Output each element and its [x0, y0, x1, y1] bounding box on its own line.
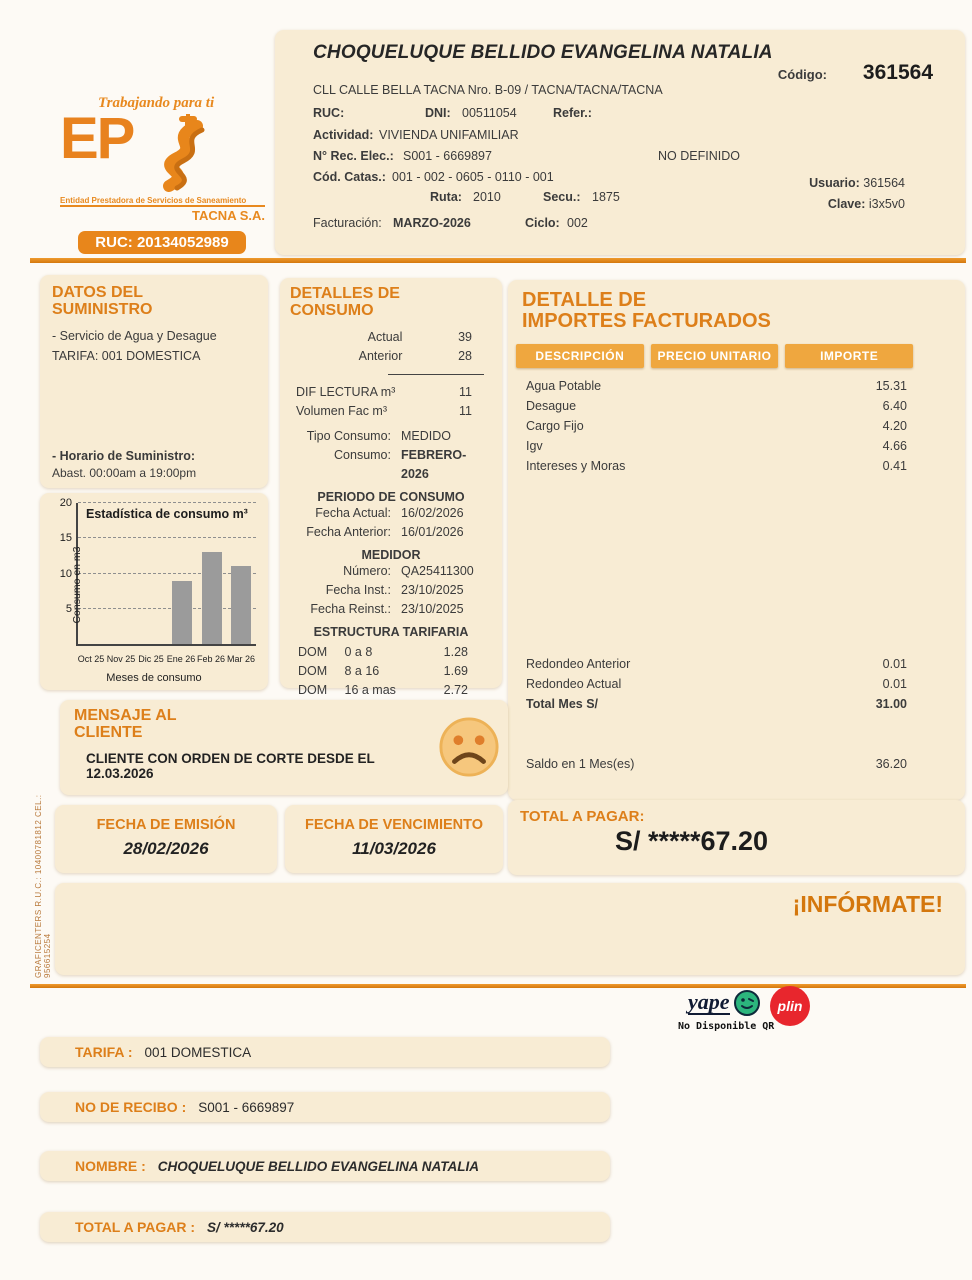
chart-xtick-label: Feb 26: [196, 654, 226, 664]
fecha-vencimiento-title: FECHA DE VENCIMIENTO: [304, 817, 484, 833]
tarifa-row: DOM 16 a mas 2.72: [298, 682, 468, 697]
consumo-panel: [280, 278, 502, 697]
chart-ytick-label: 10: [59, 567, 72, 580]
importes-rows: [526, 376, 907, 774]
rec-elec-label: N° Rec. Elec.:: [313, 149, 394, 163]
consumo-title: DETALLES DE CONSUMO: [290, 285, 400, 319]
importe-row: Intereses y Moras 0.41: [526, 459, 907, 473]
fecha-emision-title: FECHA DE EMISIÓN: [96, 817, 236, 833]
footer-tarifa-row: TARIFA : 001 DOMESTICA: [40, 1037, 610, 1067]
consumo-divider-line: [388, 374, 484, 375]
importes-spacer: [526, 714, 907, 754]
fecha-reinst-row: Fecha Reinst.: 23/10/2025: [310, 601, 464, 616]
usuario-value: 361564: [863, 176, 905, 190]
brand-subtitle: Entidad Prestadora de Servicios de Saneamiento: [60, 196, 247, 205]
chart-bar-slot: [226, 503, 256, 644]
chart-xtick-label: Nov 25: [106, 654, 136, 664]
chart-y-axis-label: Consumo en m3: [71, 546, 83, 624]
ciclo-value: 002: [567, 216, 588, 230]
clave-label: Clave:: [827, 197, 866, 211]
usuario-field: [809, 176, 905, 190]
total-a-pagar-value: S/ *****67.20: [614, 826, 769, 856]
dni-label: DNI:: [425, 106, 451, 120]
chart-ytick-label: 20: [59, 497, 72, 509]
consumption-bar-feb-26: [202, 552, 222, 644]
horario-value: Abast. 00:00am a 19:00pm: [52, 465, 197, 480]
chart-x-axis-label: Meses de consumo: [106, 672, 202, 684]
ruta-value: 2010: [473, 190, 501, 204]
importe-row: Agua Potable 15.31: [526, 379, 907, 393]
eps-logo-block: [60, 95, 280, 254]
catas-label: Cód. Catas.:: [313, 170, 386, 184]
brand-ruc-badge: RUC: 20134052989: [78, 231, 246, 254]
chart-bars: [78, 503, 256, 644]
usuario-label: Usuario:: [809, 176, 860, 190]
estructura-title: ESTRUCTURA TARIFARIA: [313, 624, 469, 639]
suministro-service: - Servicio de Agua y Desague: [52, 328, 217, 343]
chart-xtick-label: Oct 25: [77, 654, 105, 664]
chart-xtick-label: Mar 26: [226, 654, 255, 664]
consumption-bar-ene-26: [172, 581, 192, 644]
importe-row: Cargo Fijo 4.20: [526, 419, 907, 433]
medidor-numero-row: Número: QA25411300: [343, 563, 474, 578]
dni-value: 00511054: [462, 106, 517, 120]
suministro-tarifa: TARIFA: 001 DOMESTICA: [52, 348, 201, 363]
fecha-vencimiento-box: [285, 805, 503, 873]
mensaje-title: MENSAJE AL CLIENTE: [74, 707, 177, 741]
sad-face-icon: [438, 716, 500, 783]
importe-row: Igv 4.66: [526, 439, 907, 453]
periodo-title: PERIODO DE CONSUMO: [317, 489, 465, 504]
ciclo-label: Ciclo:: [525, 216, 560, 230]
eps-road-s-icon: [133, 114, 211, 196]
importes-spacer: [526, 476, 907, 654]
col-importe: IMPORTE: [785, 344, 913, 368]
secu-value: 1875: [592, 190, 620, 204]
fecha-inst-row: Fecha Inst.: 23/10/2025: [325, 582, 464, 597]
chart-x-axis: [76, 654, 256, 664]
tarifa-row: DOM 0 a 8 1.28: [298, 644, 468, 659]
fecha-emision-value: 28/02/2026: [123, 839, 209, 858]
chart-title: Estadística de consumo m³: [86, 507, 248, 521]
facturacion-label: Facturación:: [313, 216, 382, 230]
rec-elec-value: S001 - 6669897: [403, 149, 492, 163]
col-precio-unitario: PRECIO UNITARIO: [651, 344, 779, 368]
codigo-value: 361564: [862, 61, 933, 84]
lectura-anterior-row: Anterior 28: [358, 348, 472, 363]
brand-company: TACNA S.A.: [60, 205, 265, 223]
chart-bar-slot: [137, 503, 167, 644]
fecha-emision-box: [55, 805, 277, 873]
volumen-fac-row: Volumen Fac m³ 11: [296, 403, 472, 418]
chart-bar-slot: [197, 503, 227, 644]
mes-consumo-row: Consumo: FEBRERO-2026: [334, 447, 467, 481]
footer-total-row: TOTAL A PAGAR : S/ *****67.20: [40, 1212, 610, 1242]
redondeo-actual-row: Redondeo Actual 0.01: [526, 677, 907, 691]
total-a-pagar-label: TOTAL A PAGAR:: [520, 808, 645, 825]
importes-title: DETALLE DE IMPORTES FACTURADOS: [522, 289, 771, 332]
footer-nombre-row: NOMBRE : CHOQUELUQUE BELLIDO EVANGELINA NATALIA: [40, 1151, 610, 1181]
yape-wink-icon: [734, 990, 760, 1016]
importes-table-header: [516, 344, 913, 368]
codigo-label: Código:: [777, 67, 827, 82]
secu-label: Secu.:: [543, 190, 581, 204]
chart-ytick-label: 5: [65, 602, 72, 615]
col-descripcion: DESCRIPCIÓN: [516, 344, 644, 368]
fecha-vencimiento-value: 11/03/2026: [352, 839, 436, 858]
suministro-panel: [40, 275, 268, 488]
tipo-consumo-row: Tipo Consumo: MEDIDO: [306, 428, 451, 443]
customer-address: CLL CALLE BELLA TACNA Nro. B-09 / TACNA/TACNA/TACNA: [313, 83, 663, 97]
plin-logo: plin: [770, 986, 810, 1026]
eps-logo-letters: EP: [60, 106, 134, 171]
no-definido-text: NO DEFINIDO: [658, 149, 740, 163]
customer-name: CHOQUELUQUE BELLIDO EVANGELINA NATALIA: [313, 42, 773, 63]
importes-panel: [508, 280, 965, 800]
redondeo-anterior-row: Redondeo Anterior 0.01: [526, 657, 907, 671]
importe-row: Desague 6.40: [526, 399, 907, 413]
chart-bar-slot: [167, 503, 197, 644]
actividad-value: VIVIENDA UNIFAMILIAR: [379, 128, 519, 142]
informate-panel: [55, 883, 965, 975]
header-panel: [275, 30, 965, 255]
mensaje-panel: [60, 700, 508, 795]
informate-title: ¡INFÓRMATE!: [792, 891, 943, 917]
chart-plot-area: [59, 497, 256, 646]
chart-xtick-label: Ene 26: [166, 654, 196, 664]
suministro-title: DATOS DEL SUMINISTRO: [52, 284, 153, 318]
chart-ytick-label: 15: [59, 532, 72, 545]
lectura-actual-row: Actual 39: [367, 329, 472, 344]
brand-tagline: Trabajando para ti: [98, 95, 215, 111]
dif-lectura-row: DIF LECTURA m³ 11: [296, 384, 472, 399]
clave-value: i3x5v0: [868, 197, 905, 211]
orange-divider-top: [30, 258, 966, 263]
actividad-label: Actividad:: [313, 128, 374, 142]
consumption-bar-mar-26: [231, 566, 251, 644]
refer-label: Refer.:: [553, 106, 592, 120]
ruta-label: Ruta:: [430, 190, 462, 204]
medidor-title: MEDIDOR: [361, 547, 421, 562]
ruc-label: RUC:: [313, 106, 345, 120]
yape-logo: yape: [688, 990, 760, 1016]
consumption-chart-panel: [40, 493, 268, 690]
horario-label: - Horario de Suministro:: [52, 448, 196, 463]
chart-bar-slot: [108, 503, 138, 644]
footer-recibo-row: NO DE RECIBO : S001 - 6669897: [40, 1092, 610, 1122]
mensaje-text: CLIENTE CON ORDEN DE CORTE DESDE EL 12.03.2026: [86, 750, 375, 781]
chart-xtick-label: Dic 25: [138, 654, 164, 664]
saldo-row: Saldo en 1 Mes(es) 36.20: [526, 757, 907, 771]
total-a-pagar-box: [508, 800, 965, 875]
facturacion-value: MARZO-2026: [393, 216, 471, 230]
orange-divider-bottom: [30, 984, 966, 988]
printer-side-text: GRAFICENTERS R.U.C.: 10400781812 CEL.: 956615254: [34, 794, 52, 978]
fecha-actual-row: Fecha Actual: 16/02/2026: [315, 505, 464, 520]
total-mes-row: Total Mes S/ 31.00: [526, 697, 907, 711]
clave-field: [828, 197, 905, 211]
qr-note: No Disponible QR: [678, 1021, 775, 1032]
fecha-anterior-row: Fecha Anterior: 16/01/2026: [306, 524, 464, 539]
tarifa-row: DOM 8 a 16 1.69: [298, 663, 468, 678]
catas-value: 001 - 002 - 0605 - 0110 - 001: [392, 170, 554, 184]
